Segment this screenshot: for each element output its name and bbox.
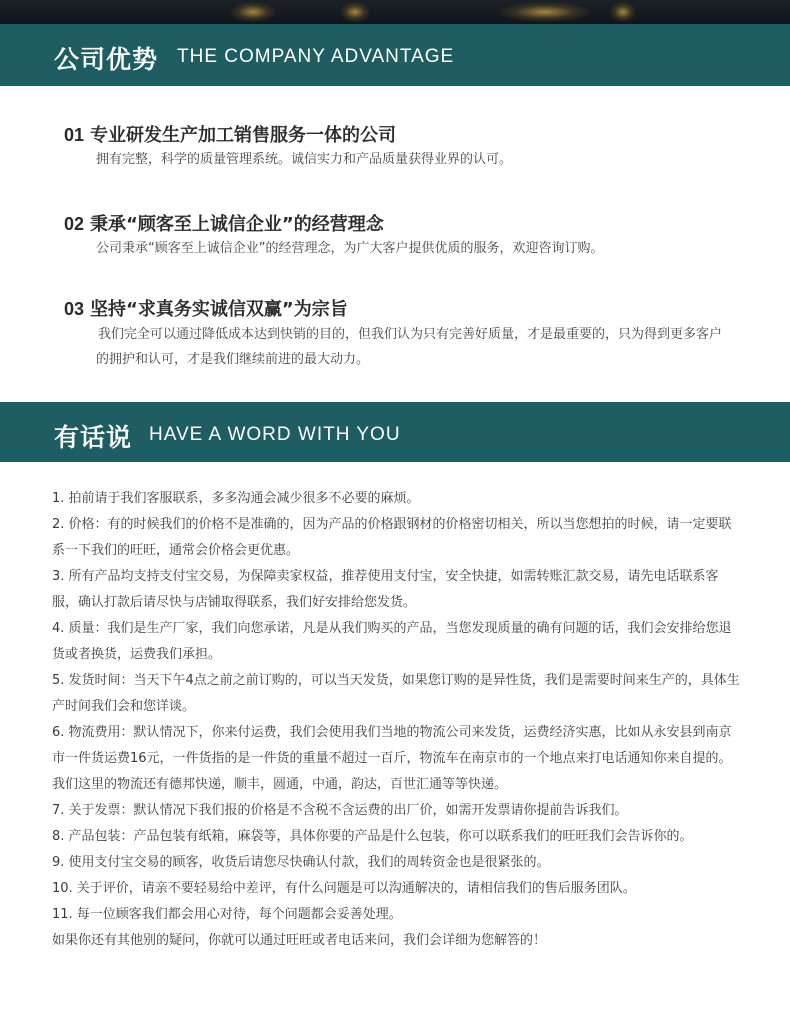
note-item: 5. 发货时间：当天下午4点之前之前订购的，可以当天发货，如果您订购的是异性货，我们是需要时间来生产的，具体生产时间我们会和您详谈。 [52, 673, 740, 714]
note-item: 9. 使用支付宝交易的顾客，收货后请您尽快确认付款，我们的周转资金也是很紧张的。 [52, 855, 550, 870]
advantage-item-title [64, 121, 396, 147]
advantage-item-number: 02 [64, 214, 85, 234]
photo-light-reflection [500, 2, 590, 22]
advantage-item-description: 我们完全可以通过降低成本达到快销的目的，但我们认为只有完善好质量，才是最重要的，只为得到更多客户的拥护和认可，才是我们继续前进的最大动力。 [96, 327, 723, 367]
note-item: 10. 关于评价，请亲不要轻易给中差评，有什么问题是可以沟通解决的，请相信我们的售后服务团队。 [52, 881, 636, 896]
note-item: 6. 物流费用：默认情况下，你来付运费，我们会使用我们当地的物流公司来发货，运费经济实惠，比如从永安县到南京市一件货运费16元，一件货指的是一件货的重量不超过一百斤，物流车在南京市的一个地点来打电话通知你来自提的。我们这里的物流还有德邦快递，顺丰，圆通，中通，韵达，百世汇通等等快递。 [52, 725, 732, 792]
photo-light-reflection [610, 2, 636, 22]
note-item: 3. 所有产品均支持支付宝交易，为保障卖家权益，推荐使用支付宝，安全快捷，如需转账汇款交易，请先电话联系客服，确认打款后请尽快与店铺取得联系，我们好安排给您发货。 [52, 569, 719, 610]
advantage-item-heading: 秉承“顾客至上诚信企业”的经营理念 [90, 214, 384, 235]
note-item: 1. 拍前请于我们客服联系，多多沟通会减少很多不必要的麻烦。 [52, 491, 420, 506]
section-title-en: THE COMPANY ADVANTAGE [177, 46, 455, 67]
advantage-item-description: 公司秉承“顾客至上诚信企业”的经营理念，为广大客户提供优质的服务，欢迎咨询订购。 [96, 241, 604, 256]
section-banner-word [0, 402, 790, 462]
advantage-item-title [64, 295, 348, 321]
advantage-item-heading: 专业研发生产加工销售服务一体的公司 [90, 125, 397, 146]
photo-light-reflection [340, 2, 370, 22]
section-banner-advantage [0, 24, 790, 86]
section-title-cn: 公司优势 [54, 45, 159, 74]
notes-list [52, 486, 742, 954]
advantage-item-number: 01 [64, 125, 85, 145]
advantage-item-title [64, 210, 384, 236]
photo-light-reflection [230, 2, 276, 22]
note-item: 2. 价格：有的时候我们的价格不是准确的，因为产品的价格跟钢材的价格密切相关，所以当您想拍的时候，请一定要联系一下我们的旺旺，通常会价格会更优惠。 [52, 517, 732, 558]
advantage-item-number: 03 [64, 299, 85, 319]
note-item: 8. 产品包装：产品包装有纸箱，麻袋等，具体你要的产品是什么包装，你可以联系我们的旺旺我们会告诉你的。 [52, 829, 693, 844]
advantage-item-description: 拥有完整，科学的质量管理系统。诚信实力和产品质量获得业界的认可。 [96, 152, 513, 167]
section-title-cn: 有话说 [54, 423, 133, 452]
note-item: 4. 质量：我们是生产厂家，我们向您承诺，凡是从我们购买的产品，当您发现质量的确有问题的话，我们会安排给您退货或者换货，运费我们承担。 [52, 621, 732, 662]
closing-note: 如果你还有其他别的疑问，你就可以通过旺旺或者电话来问，我们会详细为您解答的！ [52, 933, 547, 948]
note-item: 11. 每一位顾客我们都会用心对待，每个问题都会妥善处理。 [52, 907, 402, 922]
advantage-item-heading: 坚持“求真务实诚信双赢”为宗旨 [90, 299, 348, 320]
header-photo-strip [0, 0, 790, 24]
note-item: 7. 关于发票：默认情况下我们报的价格是不含税不含运费的出厂价，如需开发票请你提前告诉我们。 [52, 803, 628, 818]
section-title-en: HAVE A WORD WITH YOU [149, 424, 401, 445]
